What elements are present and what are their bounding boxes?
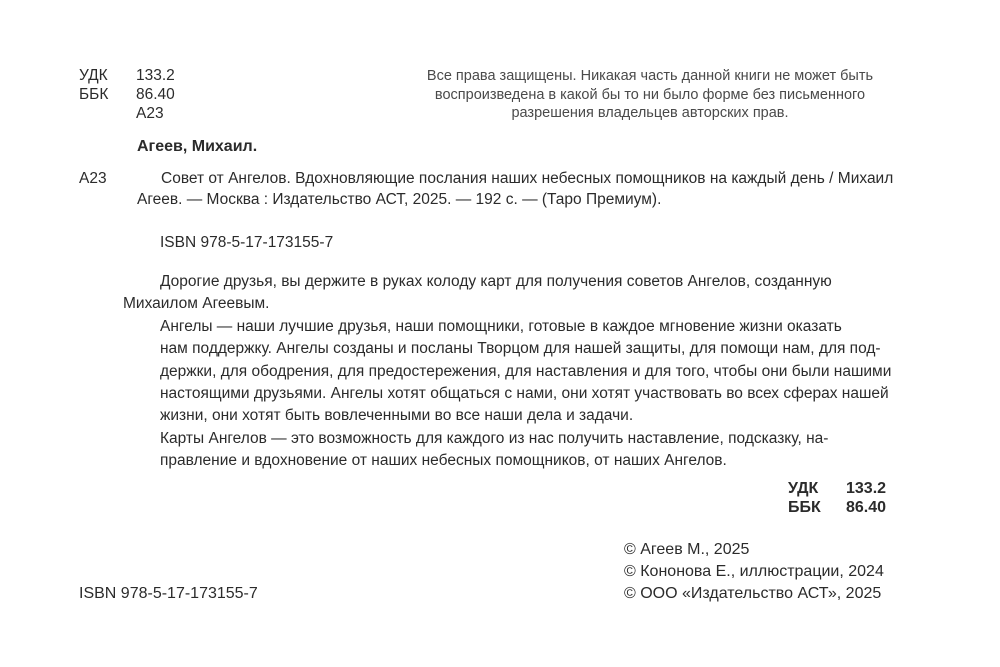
bbk-value: 86.40 (846, 499, 887, 516)
annotation-line: Карты Ангелов — это возможность для каждого из нас получить наставление, подсказку, на- (160, 429, 829, 447)
udk-value: 133.2 (136, 67, 175, 84)
annotation-line: настоящими друзьями. Ангелы хотят общаться с нами, они хотят участвовать во всех сферах нашей (160, 385, 889, 403)
annotation-line: Ангелы — наши лучшие друзья, наши помощники, готовые в каждое мгновение жизни оказать (160, 317, 842, 335)
udk-label: УДК (79, 67, 108, 84)
copyright-line: © ООО «Издательство АСТ», 2025 (624, 585, 882, 602)
annotation-line: Дорогие друзья, вы держите в руках колоду карт для получения советов Ангелов, созданную (160, 273, 832, 290)
rights-notice (380, 67, 920, 123)
classification-codes-top (79, 66, 209, 126)
udk-label: УДК (788, 480, 819, 497)
rights-line: Все права защищены. Никакая часть данной книги не может быть (426, 68, 874, 84)
bibliographic-description (137, 168, 893, 210)
annotation-line: правление и вдохновение от наших небесных помощников, от наших Ангелов. (160, 452, 727, 470)
classification-codes-bottom (788, 479, 908, 519)
isbn-entry: ISBN 978-5-17-173155-7 (160, 234, 334, 251)
bbk-label: ББК (788, 499, 821, 516)
annotation-line: держки, для ободрения, для предостережения, для наставления и для того, чтобы они были нашими (160, 362, 892, 380)
description-line: Совет от Ангелов. Вдохновляющие послания наших небесных помощников на каждый день / Михаил (161, 170, 894, 187)
annotation-line: Михаилом Агеевым. (123, 295, 270, 313)
author-heading: Агеев, Михаил. (137, 138, 258, 155)
annotation-line: жизни, они хотят быть вовлеченными во все наши дела и задачи. (160, 407, 634, 425)
description-line: Агеев. — Москва : Издательство АСТ, 2025. — 192 с. — (Таро Премиум). (137, 191, 662, 208)
annotation (79, 271, 909, 473)
copyright-line: © Агеев М., 2025 (624, 541, 750, 558)
bbk-label: ББК (79, 86, 109, 103)
udk-value: 133.2 (846, 480, 887, 497)
copyright-line: © Кононова Е., иллюстрации, 2024 (624, 563, 884, 580)
copyright-block (624, 539, 884, 605)
annotation-line: нам поддержку. Ангелы созданы и посланы Творцом для нашей защиты, для помощи нам, для под- (160, 340, 881, 358)
rights-line: разрешения владельцев авторских прав. (511, 105, 789, 121)
isbn-bottom: ISBN 978-5-17-173155-7 (79, 585, 258, 602)
author-mark-top: А23 (136, 105, 164, 122)
author-mark: А23 (79, 170, 107, 187)
bbk-value: 86.40 (136, 86, 175, 103)
rights-line: воспроизведена в какой бы то ни было форме без письменного (434, 86, 866, 103)
